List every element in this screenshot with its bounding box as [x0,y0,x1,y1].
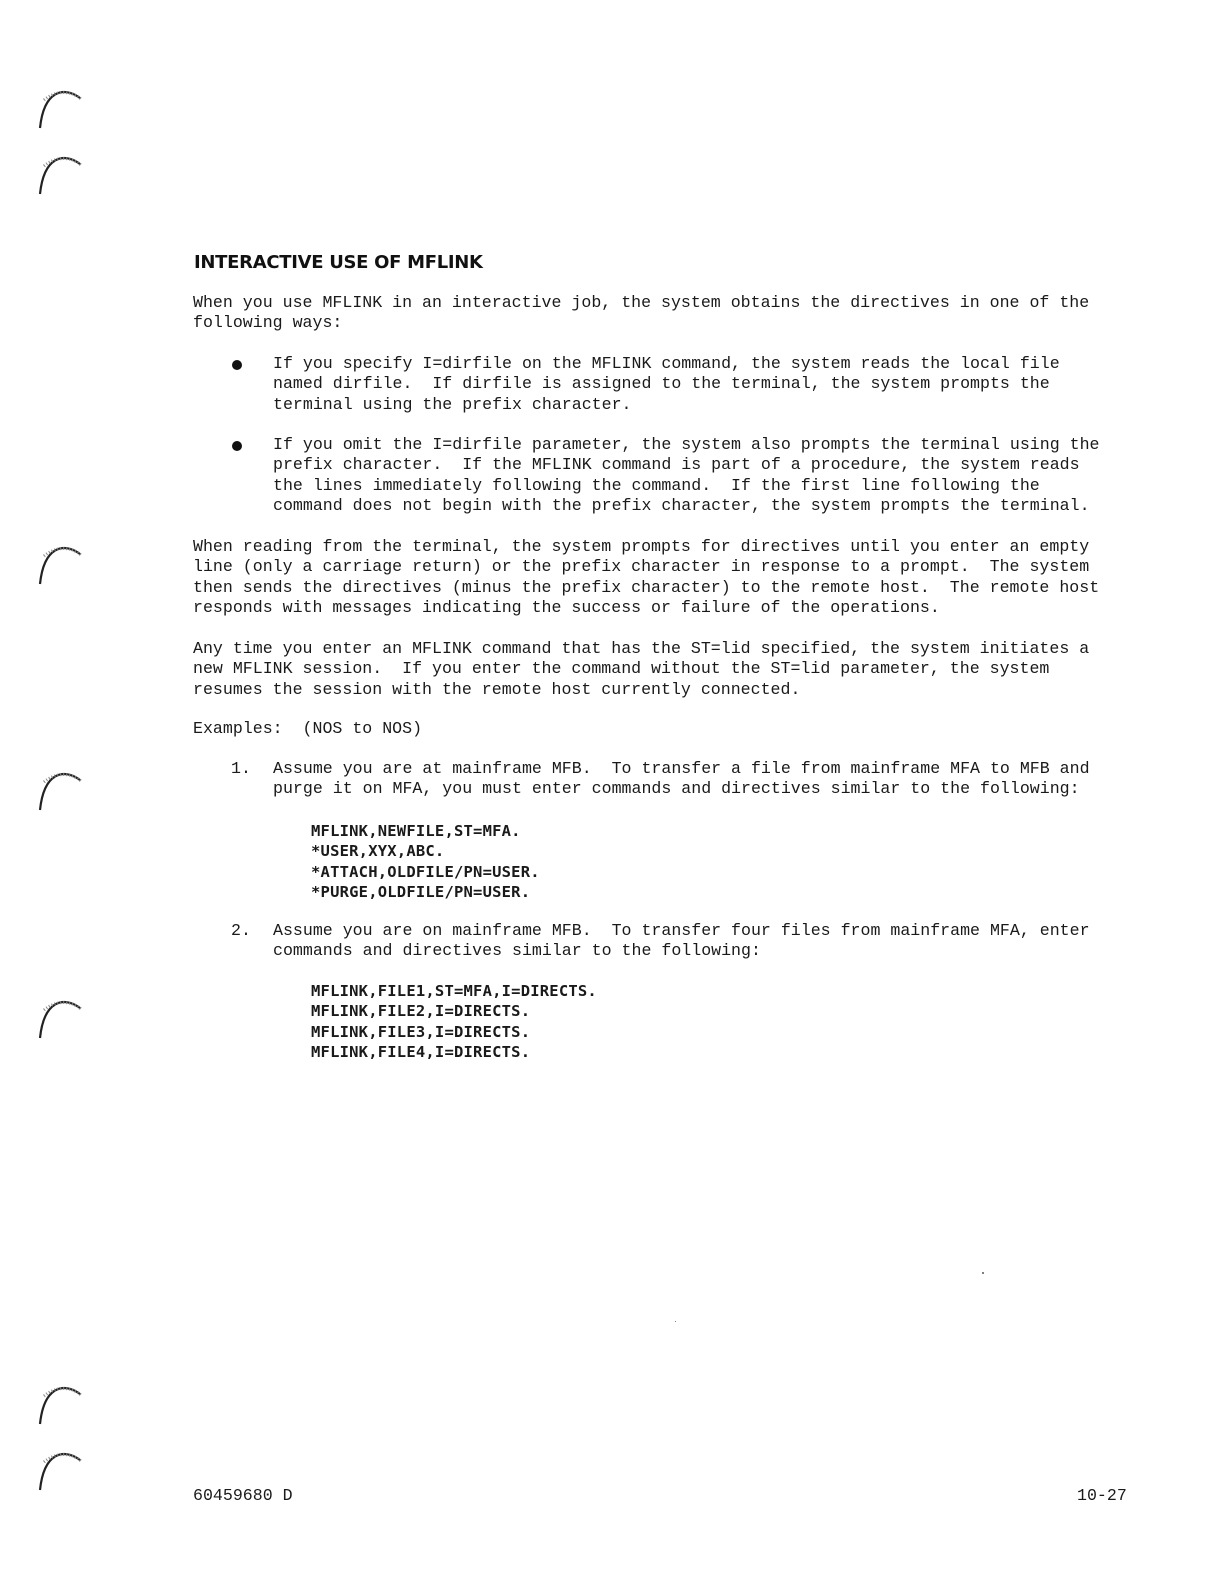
session-paragraph: Any time you enter an MFLINK command that has the ST=lid specified, the system initiates a new MFLINK session. If you enter the command without the ST=lid parameter, the system resumes the session with the remote host currently connected. [193,639,1090,699]
binder-hole-mark [34,152,86,196]
example-number: 1. [231,759,251,778]
binder-hole-mark [34,768,86,812]
section-heading: INTERACTIVE USE OF MFLINK [194,252,483,273]
example-text: Assume you are on mainframe MFB. To transfer four files from mainframe MFA, enter commands and directives similar to the following: [273,921,1090,961]
binder-hole-mark [34,1448,86,1492]
example-code-block: MFLINK,NEWFILE,ST=MFA. *USER,XYX,ABC. *ATTACH,OLDFILE/PN=USER. *PURGE,OLDFILE/PN=USER. [311,822,540,902]
scan-speck [982,1272,984,1274]
document-number: 60459680 D [193,1486,293,1505]
page-number: 10-27 [1077,1486,1127,1505]
bullet-icon [232,441,242,451]
binder-hole-mark [34,86,86,130]
binder-hole-mark [34,1382,86,1426]
bullet-item: If you specify I=dirfile on the MFLINK command, the system reads the local file named dirfile. If dirfile is assigned to the terminal, the system prompts the terminal using the prefix character. [273,354,1060,414]
example-code-block: MFLINK,FILE1,ST=MFA,I=DIRECTS. MFLINK,FILE2,I=DIRECTS. MFLINK,FILE3,I=DIRECTS. MFLINK,FILE4,I=DIRECTS. [311,982,597,1062]
scan-speck [675,1321,676,1322]
intro-paragraph: When you use MFLINK in an interactive job, the system obtains the directives in one of the following ways: [193,293,1090,333]
binder-hole-mark [34,996,86,1040]
bullet-item: If you omit the I=dirfile parameter, the system also prompts the terminal using the prefix character. If the MFLINK command is part of a procedure, the system reads the lines immediately following the command. If the first line following the command does not begin with the prefix character, the system prompts the terminal. [273,435,1100,516]
terminal-paragraph: When reading from the terminal, the system prompts for directives until you enter an empty line (only a carriage return) or the prefix character in response to a prompt. The system then sends the directives (minus the prefix character) to the remote host. The remote host responds with messages indicating the success or failure of the operations. [193,537,1100,618]
example-number: 2. [231,921,251,940]
examples-label: Examples: (NOS to NOS) [193,719,423,738]
example-text: Assume you are at mainframe MFB. To transfer a file from mainframe MFA to MFB and purge it on MFA, you must enter commands and directives similar to the following: [273,759,1090,799]
binder-hole-mark [34,542,86,586]
bullet-icon [232,360,242,370]
